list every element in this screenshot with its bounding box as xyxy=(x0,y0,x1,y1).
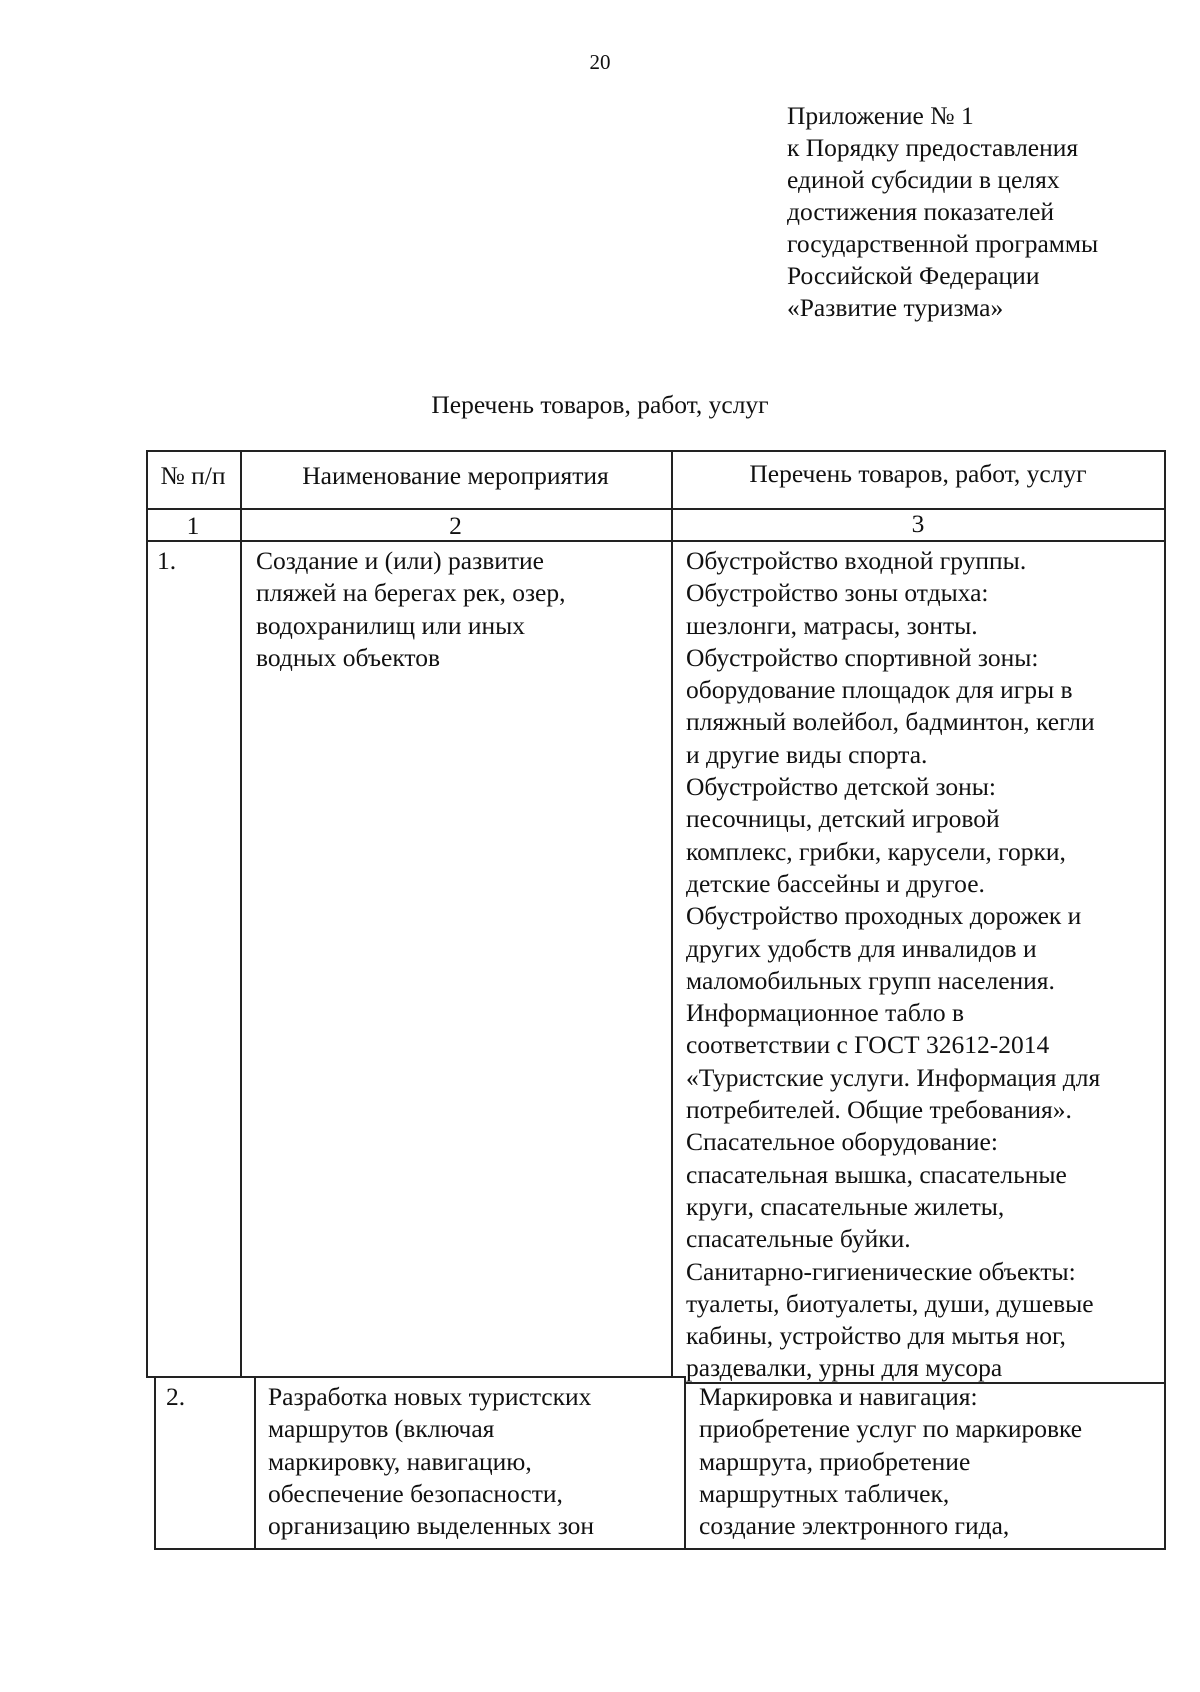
appendix-line: к Порядку предоставления xyxy=(787,133,1079,162)
text-line: круги, спасательные жилеты, xyxy=(686,1191,1005,1221)
text-line: оборудование площадок для игры в xyxy=(686,675,1073,705)
page-number: 20 xyxy=(589,50,611,74)
list-title: Перечень товаров, работ, услуг xyxy=(431,390,769,419)
appendix-line: единой субсидии в целях xyxy=(787,165,1060,194)
row-2-goods-list xyxy=(699,1381,1082,1542)
text-line: Создание и (или) развитие xyxy=(256,546,544,575)
text-line: пляжный волейбол, бадминтон, кегли xyxy=(686,707,1095,737)
text-line: спасательная вышка, спасательные xyxy=(686,1159,1067,1189)
text-line: «Туристские услуги. Информация для xyxy=(686,1062,1101,1092)
row-2-event-name xyxy=(268,1381,594,1542)
text-line: Разработка новых туристских xyxy=(268,1382,592,1411)
text-line: Информационное табло в xyxy=(686,998,965,1028)
text-line: Маркировка и навигация: xyxy=(699,1382,978,1411)
appendix-line: «Развитие туризма» xyxy=(787,293,1004,322)
text-line: маршрута, приобретение xyxy=(699,1446,971,1476)
row-1-number: 1. xyxy=(157,546,177,575)
text-line: маркировку, навигацию, xyxy=(268,1446,532,1476)
table-border-bottom xyxy=(154,1548,1164,1550)
header-number: № п/п xyxy=(160,461,226,490)
table-border-top xyxy=(146,450,1166,452)
header-event-name: Наименование мероприятия xyxy=(302,461,609,490)
appendix-line: государственной программы xyxy=(787,229,1099,258)
table-col1-divider xyxy=(240,450,242,1378)
text-line: Обустройство спортивной зоны: xyxy=(686,642,1039,672)
row-2-number: 2. xyxy=(166,1382,186,1411)
appendix-line: достижения показателей xyxy=(787,197,1055,226)
text-line: пляжей на берегах рек, озер, xyxy=(256,578,566,608)
text-line: водных объектов xyxy=(256,642,441,672)
text-line: других удобств для инвалидов и xyxy=(686,933,1037,963)
table-border-left xyxy=(146,450,148,1378)
text-line: Санитарно-гигиенические объекты: xyxy=(686,1256,1076,1286)
text-line: организацию выделенных зон xyxy=(268,1511,595,1541)
appendix-line: Приложение № 1 xyxy=(787,101,974,130)
text-line: Обустройство зоны отдыха: xyxy=(686,578,989,608)
text-line: создание электронного гида, xyxy=(699,1511,1010,1541)
text-line: Обустройство проходных дорожек и xyxy=(686,901,1082,931)
text-line: и другие виды спорта. xyxy=(686,739,928,769)
text-line: водохранилищ или иных xyxy=(256,610,526,640)
text-line: шезлонги, матрасы, зонты. xyxy=(686,610,978,640)
text-line: Обустройство детской зоны: xyxy=(686,772,997,802)
text-line: маломобильных групп населения. xyxy=(686,965,1055,995)
text-line: маршрутных табличек, xyxy=(699,1478,950,1508)
header-goods-list: Перечень товаров, работ, услуг xyxy=(749,459,1087,488)
column-number-1: 1 xyxy=(186,511,200,540)
table-col2-divider-lower xyxy=(684,1378,686,1550)
table-col2-divider xyxy=(671,450,673,1378)
appendix-line: Российской Федерации xyxy=(787,261,1040,290)
text-line: приобретение услуг по маркировке xyxy=(699,1414,1083,1444)
table-row1-divider-left xyxy=(146,1376,686,1378)
text-line: комплекс, грибки, карусели, горки, xyxy=(686,836,1066,866)
column-number-3: 3 xyxy=(911,509,925,538)
table-col1-divider-lower xyxy=(254,1378,256,1550)
row-1-goods-list xyxy=(686,545,1100,1385)
appendix-header xyxy=(787,100,1177,324)
column-number-2: 2 xyxy=(449,511,462,540)
text-line: раздевалки, урны для мусора xyxy=(686,1353,1003,1383)
text-line: туалеты, биотуалеты, души, душевые xyxy=(686,1288,1094,1318)
row-1-event-name xyxy=(256,545,565,674)
text-line: песочницы, детский игровой xyxy=(686,804,1000,834)
text-line: Обустройство входной группы. xyxy=(686,546,1027,575)
text-line: детские бассейны и другое. xyxy=(686,868,985,898)
text-line: маршрутов (включая xyxy=(268,1414,495,1444)
table-border-right xyxy=(1164,450,1166,1550)
text-line: кабины, устройство для мытья ног, xyxy=(686,1321,1066,1351)
table-border-left-lower xyxy=(154,1378,156,1550)
text-line: Спасательное оборудование: xyxy=(686,1127,998,1157)
text-line: соответствии с ГОСТ 32612-2014 xyxy=(686,1030,1050,1060)
text-line: потребителей. Общие требования». xyxy=(686,1095,1072,1125)
text-line: спасательные буйки. xyxy=(686,1224,911,1254)
text-line: обеспечение безопасности, xyxy=(268,1478,563,1508)
